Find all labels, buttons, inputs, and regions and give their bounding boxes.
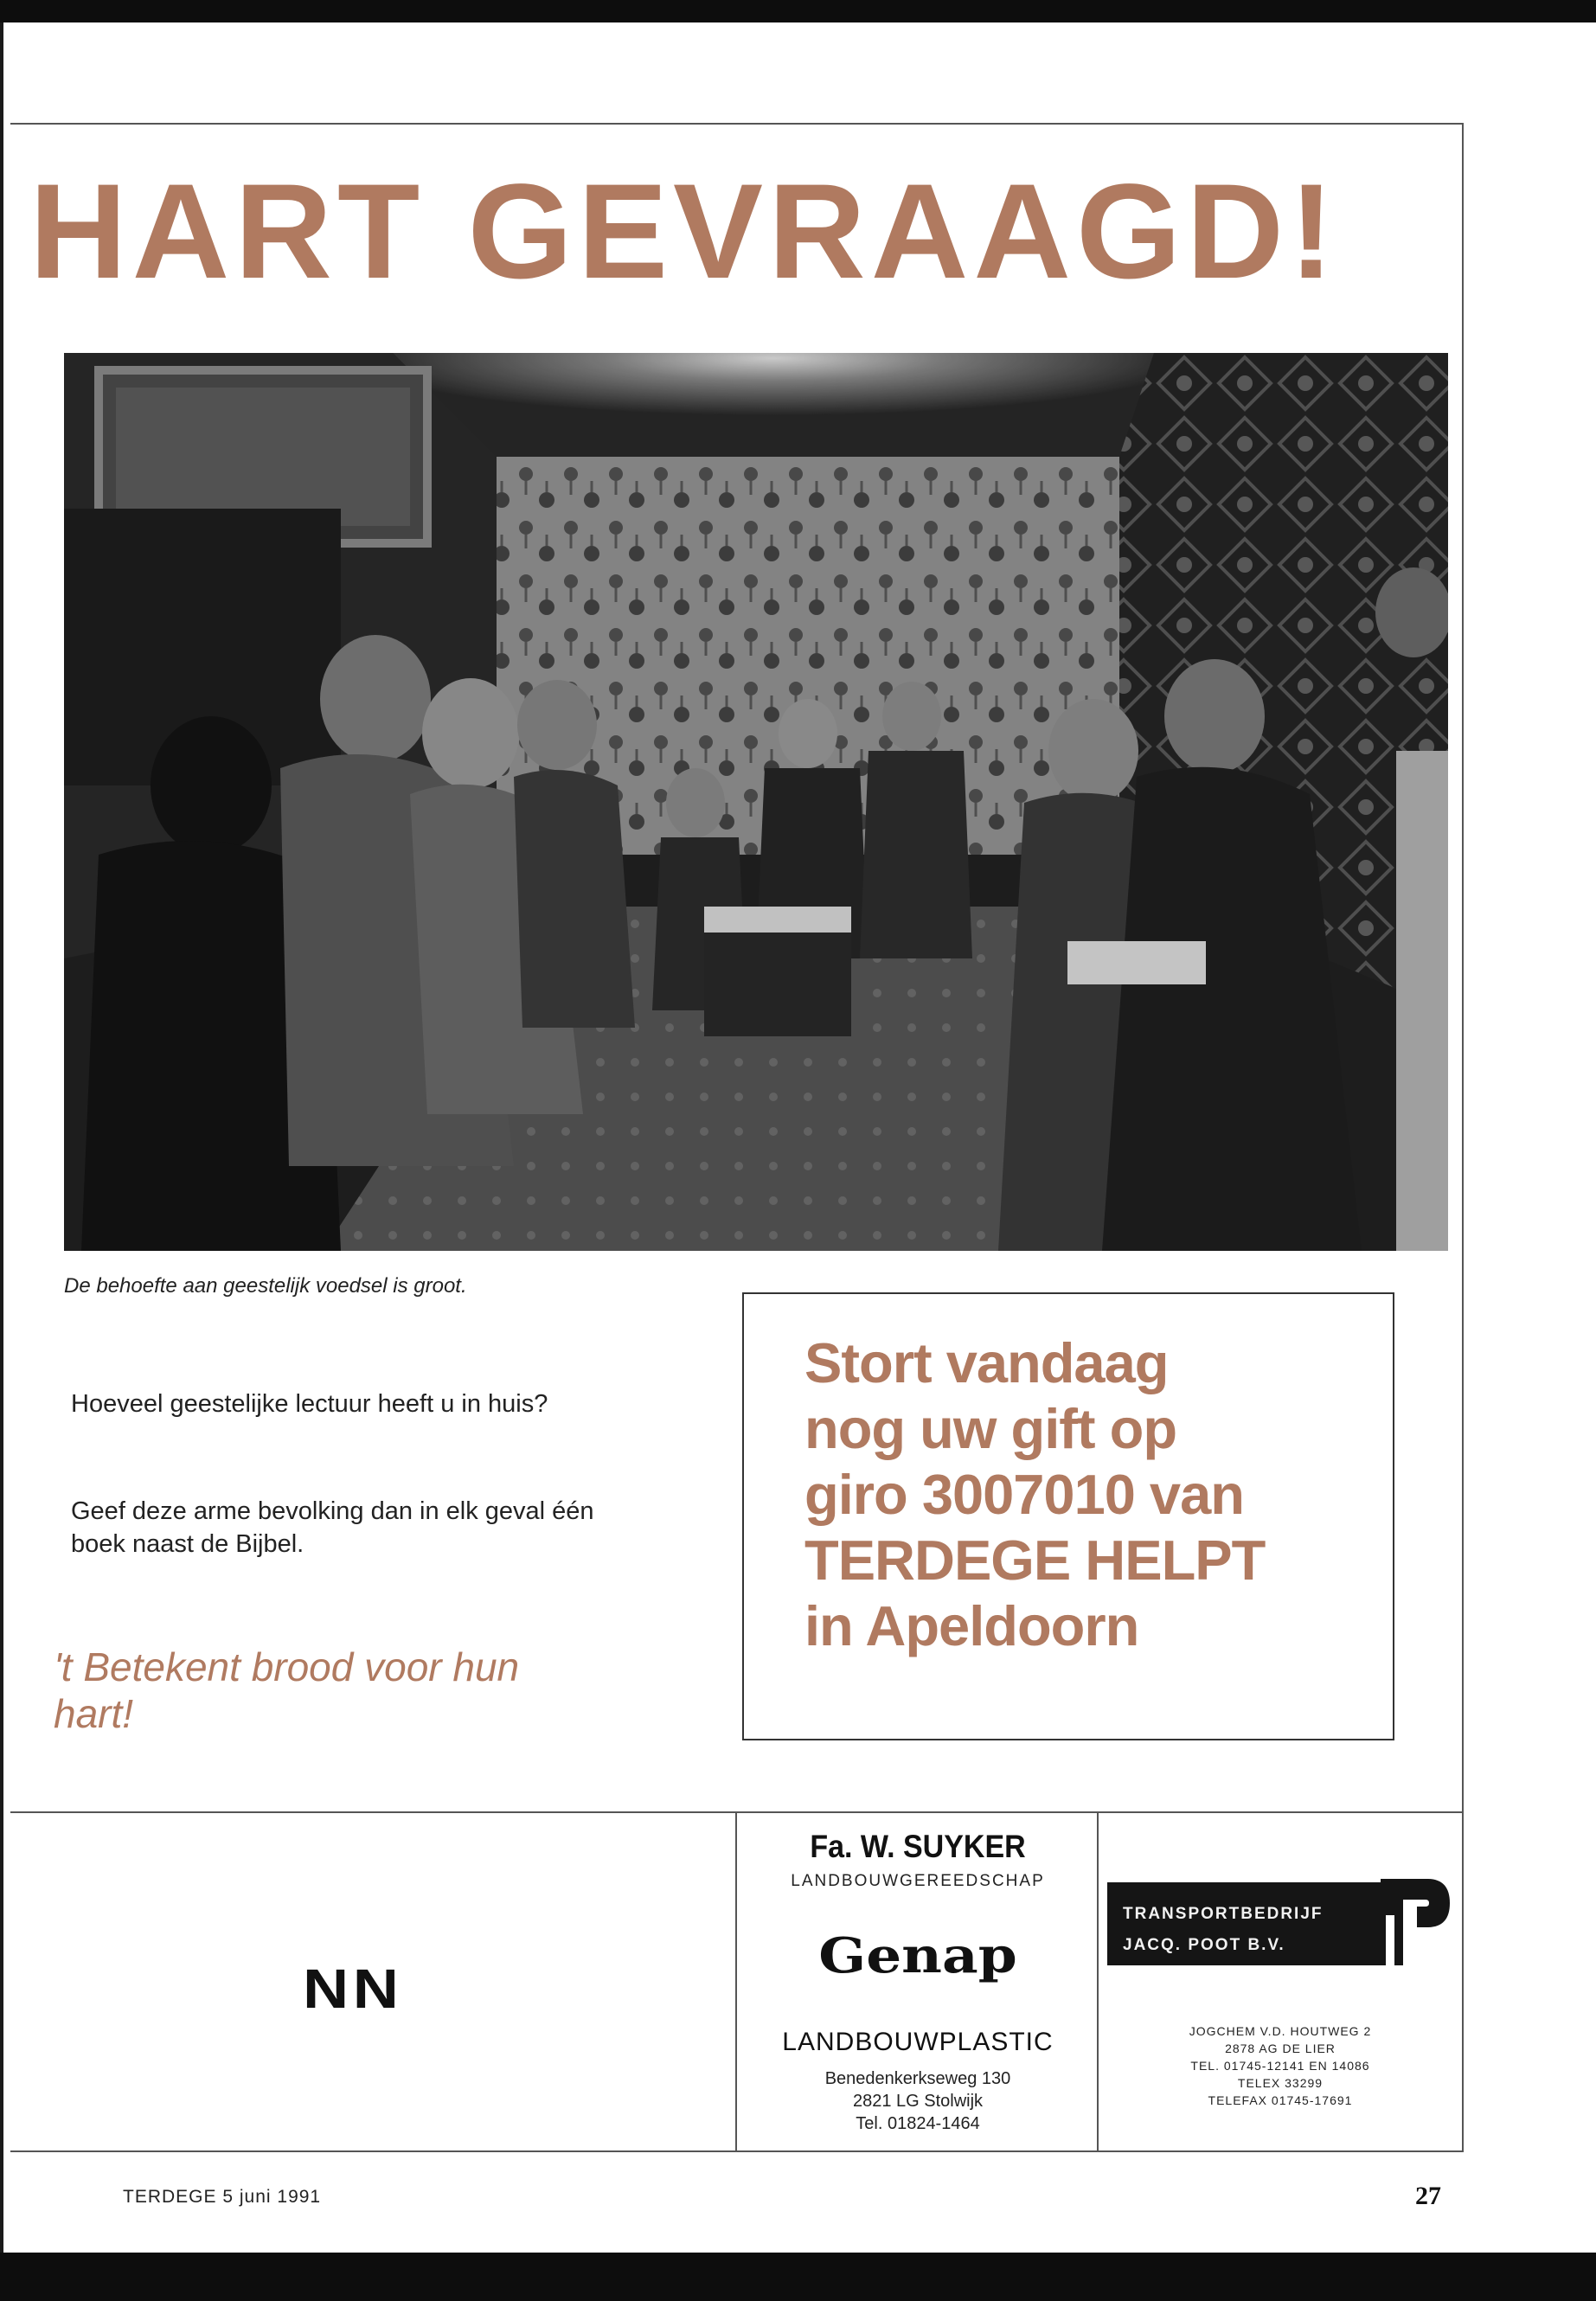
frame-rule-right	[1462, 123, 1464, 2151]
donation-appeal-text	[804, 1330, 1384, 1659]
scan-edge-left	[0, 22, 3, 2253]
frame-rule-ads-top	[10, 1811, 1464, 1813]
address-line: TEL. 01745-12141 EN 14086	[1190, 2059, 1370, 2073]
group-photo	[64, 353, 1448, 1251]
address-line: JOGCHEM V.D. HOUTWEG 2	[1189, 2024, 1372, 2038]
address-line: TELEFAX 01745-17691	[1208, 2093, 1353, 2107]
poot-logo-box	[1107, 1882, 1381, 1965]
poot-logo	[1107, 1872, 1452, 1972]
suyker-product: LANDBOUWPLASTIC	[782, 2028, 1054, 2056]
address-line: TELEX 33299	[1237, 2076, 1324, 2090]
jp-monogram-icon	[1367, 1872, 1452, 1972]
poot-logo-line-1: TRANSPORTBEDRIJF	[1123, 1905, 1324, 1923]
page-headline: HART GEVRAAGD!	[29, 157, 1339, 307]
request-text: Geef deze arme bevolking dan in elk geval één boek naast de Bijbel.	[71, 1497, 594, 1558]
frame-rule-top	[10, 123, 1464, 125]
frame-rule-ads-bottom	[10, 2150, 1464, 2152]
poot-logo-line-2: JACQ. POOT B.V.	[1123, 1936, 1285, 1954]
appeal-line: nog uw gift op	[804, 1397, 1177, 1460]
question-text: Hoeveel geestelijke lectuur heeft u in huis?	[71, 1390, 548, 1418]
publication-footer: TERDEGE 5 juni 1991	[123, 2187, 322, 2207]
address-line: 2821 LG Stolwijk	[852, 2092, 984, 2111]
poot-address	[1099, 2022, 1462, 2109]
address-line: Benedenkerkseweg 130	[824, 2069, 1011, 2088]
appeal-line: in Apeldoorn	[804, 1594, 1139, 1657]
appeal-line: giro 3007010 van	[804, 1463, 1244, 1526]
scan-edge-bottom	[0, 2253, 1596, 2301]
nn-logo: NN	[303, 1958, 403, 2020]
suyker-address	[737, 2067, 1099, 2135]
genap-logo: Genap	[818, 1927, 1017, 1984]
appeal-line: TERDEGE HELPT	[804, 1529, 1266, 1592]
scan-edge-top	[0, 0, 1596, 22]
suyker-company-name: Fa. W. SUYKER	[810, 1829, 1026, 1865]
appeal-line: Stort vandaag	[804, 1331, 1169, 1394]
photo-caption: De behoefte aan geestelijk voedsel is groot.	[64, 1274, 467, 1298]
donation-appeal-box	[742, 1292, 1394, 1740]
address-line: Tel. 01824-1464	[856, 2114, 980, 2133]
slogan: 't Betekent brood voor hun hart!	[54, 1644, 520, 1736]
address-line: 2878 AG DE LIER	[1225, 2041, 1336, 2055]
suyker-trade: LANDBOUWGEREEDSCHAP	[791, 1872, 1045, 1890]
page-number: 27	[1415, 2182, 1441, 2210]
